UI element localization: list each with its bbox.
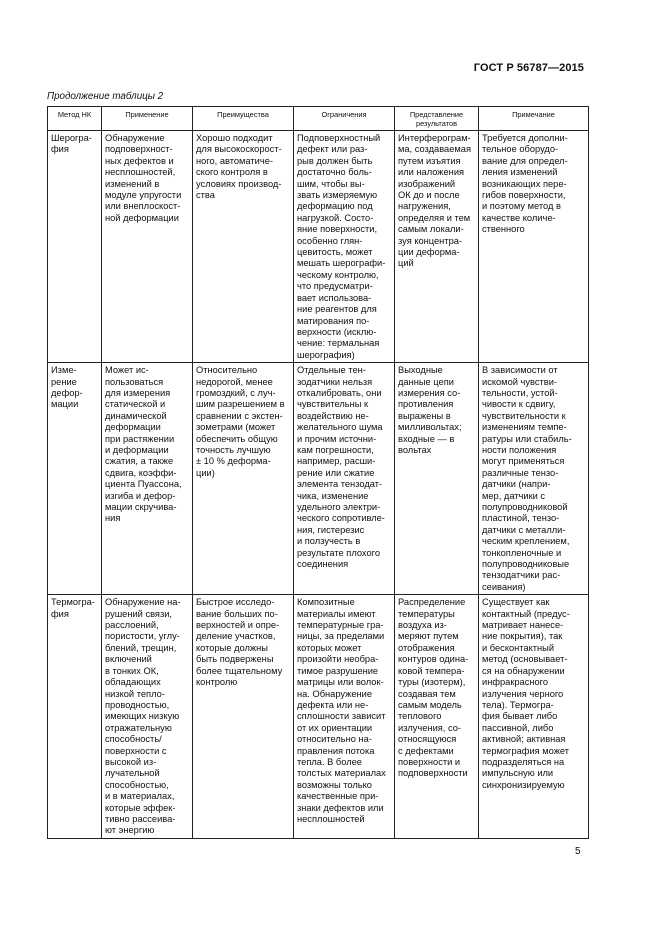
table-header-row: [48, 107, 589, 131]
table-row: [48, 131, 589, 363]
cell-advantages: Относительно недорогой, менее громоздкий, с луч- шим разрешением в сравнении с экстен- зометрами (может обеспечить общую точность лучшую ± 10 % деформа- ции): [193, 363, 294, 595]
table-caption: Продолжение таблицы 2: [47, 91, 164, 102]
cell-method: Изме- рение дефор- мации: [48, 363, 102, 595]
cell-notes: Существует как контактный (предус- матривает нанесе- ние покрытия), так и бесконтактный метод (основывает- ся на обнаружении инфракрасного излучения черного тела). Термогра- фия бывает либо пассивной, либо активной; активная термография может подразделяться на импульсную или синхронизируемую: [479, 595, 589, 839]
cell-application: Обнаружение подповерхност- ных дефектов и несплошностей, изменений в модуле упругости или внеплоскост- ной деформации: [102, 131, 193, 363]
column-header-advantages: Преимущества: [193, 107, 294, 131]
column-header-results: Представление результатов: [395, 107, 479, 131]
standard-number: ГОСТ Р 56787—2015: [473, 62, 584, 74]
table-row: [48, 595, 589, 839]
cell-results: Интерферограм- ма, создаваемая путем изъятия или наложения изображений ОК до и после нагружения, определяя и тем самым локали- зуя концентра- ции деформа- ций: [395, 131, 479, 363]
cell-application: Обнаружение на- рушений связи, расслоений, пористости, углу- блений, трещин, включений в тонких ОК, обладающих низкой тепло- проводностью, имеющих низкую отражательную способность/ поверхности с высокой из- лучательной способностью, и в материалах, которые эффек- тивно рассеива- ют энергию: [102, 595, 193, 839]
cell-application: Может ис- пользоваться для измерения статической и динамической деформации при растяжении и деформации сжатия, а также сдвига, коэффи- циента Пуассона, изгиба и дефор- мации скручива- ния: [102, 363, 193, 595]
cell-limitations: Подповерхностный дефект или раз- рыв должен быть достаточно боль- шим, чтобы вы- звать измеряемую деформацию под нагрузкой. Состо- яние поверхности, особенно глян- цевитость, может мешать шерографи- ческому контролю, что предусматри- вает использова- ние реагентов для матирования по- верхности (исклю- чение: термальная шерография): [294, 131, 395, 363]
ndt-methods-table: [47, 106, 589, 839]
column-header-notes: Примечание: [479, 107, 589, 131]
cell-limitations: Композитные материалы имеют температурные гра- ницы, за пределами которых может произойти необра- тимое разрушение матрицы или волок- на. Обнаружение дефекта или не- сплошности зависит от их ориентации относительно на- правления потока тепла. В более толстых материалах возможны только качественные при- знаки дефектов или несплошностей: [294, 595, 395, 839]
page-number: 5: [575, 846, 581, 857]
column-header-limitations: Ограничения: [294, 107, 395, 131]
cell-method: Шерогра- фия: [48, 131, 102, 363]
cell-limitations: Отдельные тен- зодатчики нельзя откалибровать, они чувствительны к воздействию не- желательного шума и прочим источни- кам погрешности, например, расши- рение или сжатие элемента тензодат- чика, изменение удельного электри- ческого сопротивле- ния, гистерезис и ползучесть в результате плохого соединения: [294, 363, 395, 595]
cell-advantages: Быстрое исследо- вание больших по- верхностей и опре- деление участков, которые должны быть подвержены более тщательному контролю: [193, 595, 294, 839]
cell-method: Термогра- фия: [48, 595, 102, 839]
cell-advantages: Хорошо подходит для высокоскорост- ного, автоматиче- ского контроля в условиях производ- ства: [193, 131, 294, 363]
cell-results: Распределение температуры воздуха из- меряют путем отображения контуров одина- ковой темпера- туры (изотерм), создавая тем самым модель теплового излучения, со- относящуюся с дефектами поверхности и подповерхности: [395, 595, 479, 839]
cell-notes: Требуется дополни- тельное оборудо- вание для определ- ления изменений возникающих пере- гибов поверхности, и поэтому метод в качестве количе- ственного: [479, 131, 589, 363]
cell-notes: В зависимости от искомой чувстви- тельности, устой- чивости к сдвигу, чувствительности к изменениям темпе- ратуры или стабиль- ности положения могут применяться различные тензо- датчики (напри- мер, датчики с полупроводниковой пластиной, тензо- датчики с металли- ческим креплением, тонкопленочные и полупроводниковые тензодатчики рас- сеивания): [479, 363, 589, 595]
table-row: [48, 363, 589, 595]
column-header-application: Применение: [102, 107, 193, 131]
column-header-method: Метод НК: [48, 107, 102, 131]
cell-results: Выходные данные цепи измерения со- противления выражены в милливольтах; входные — в вольтах: [395, 363, 479, 595]
